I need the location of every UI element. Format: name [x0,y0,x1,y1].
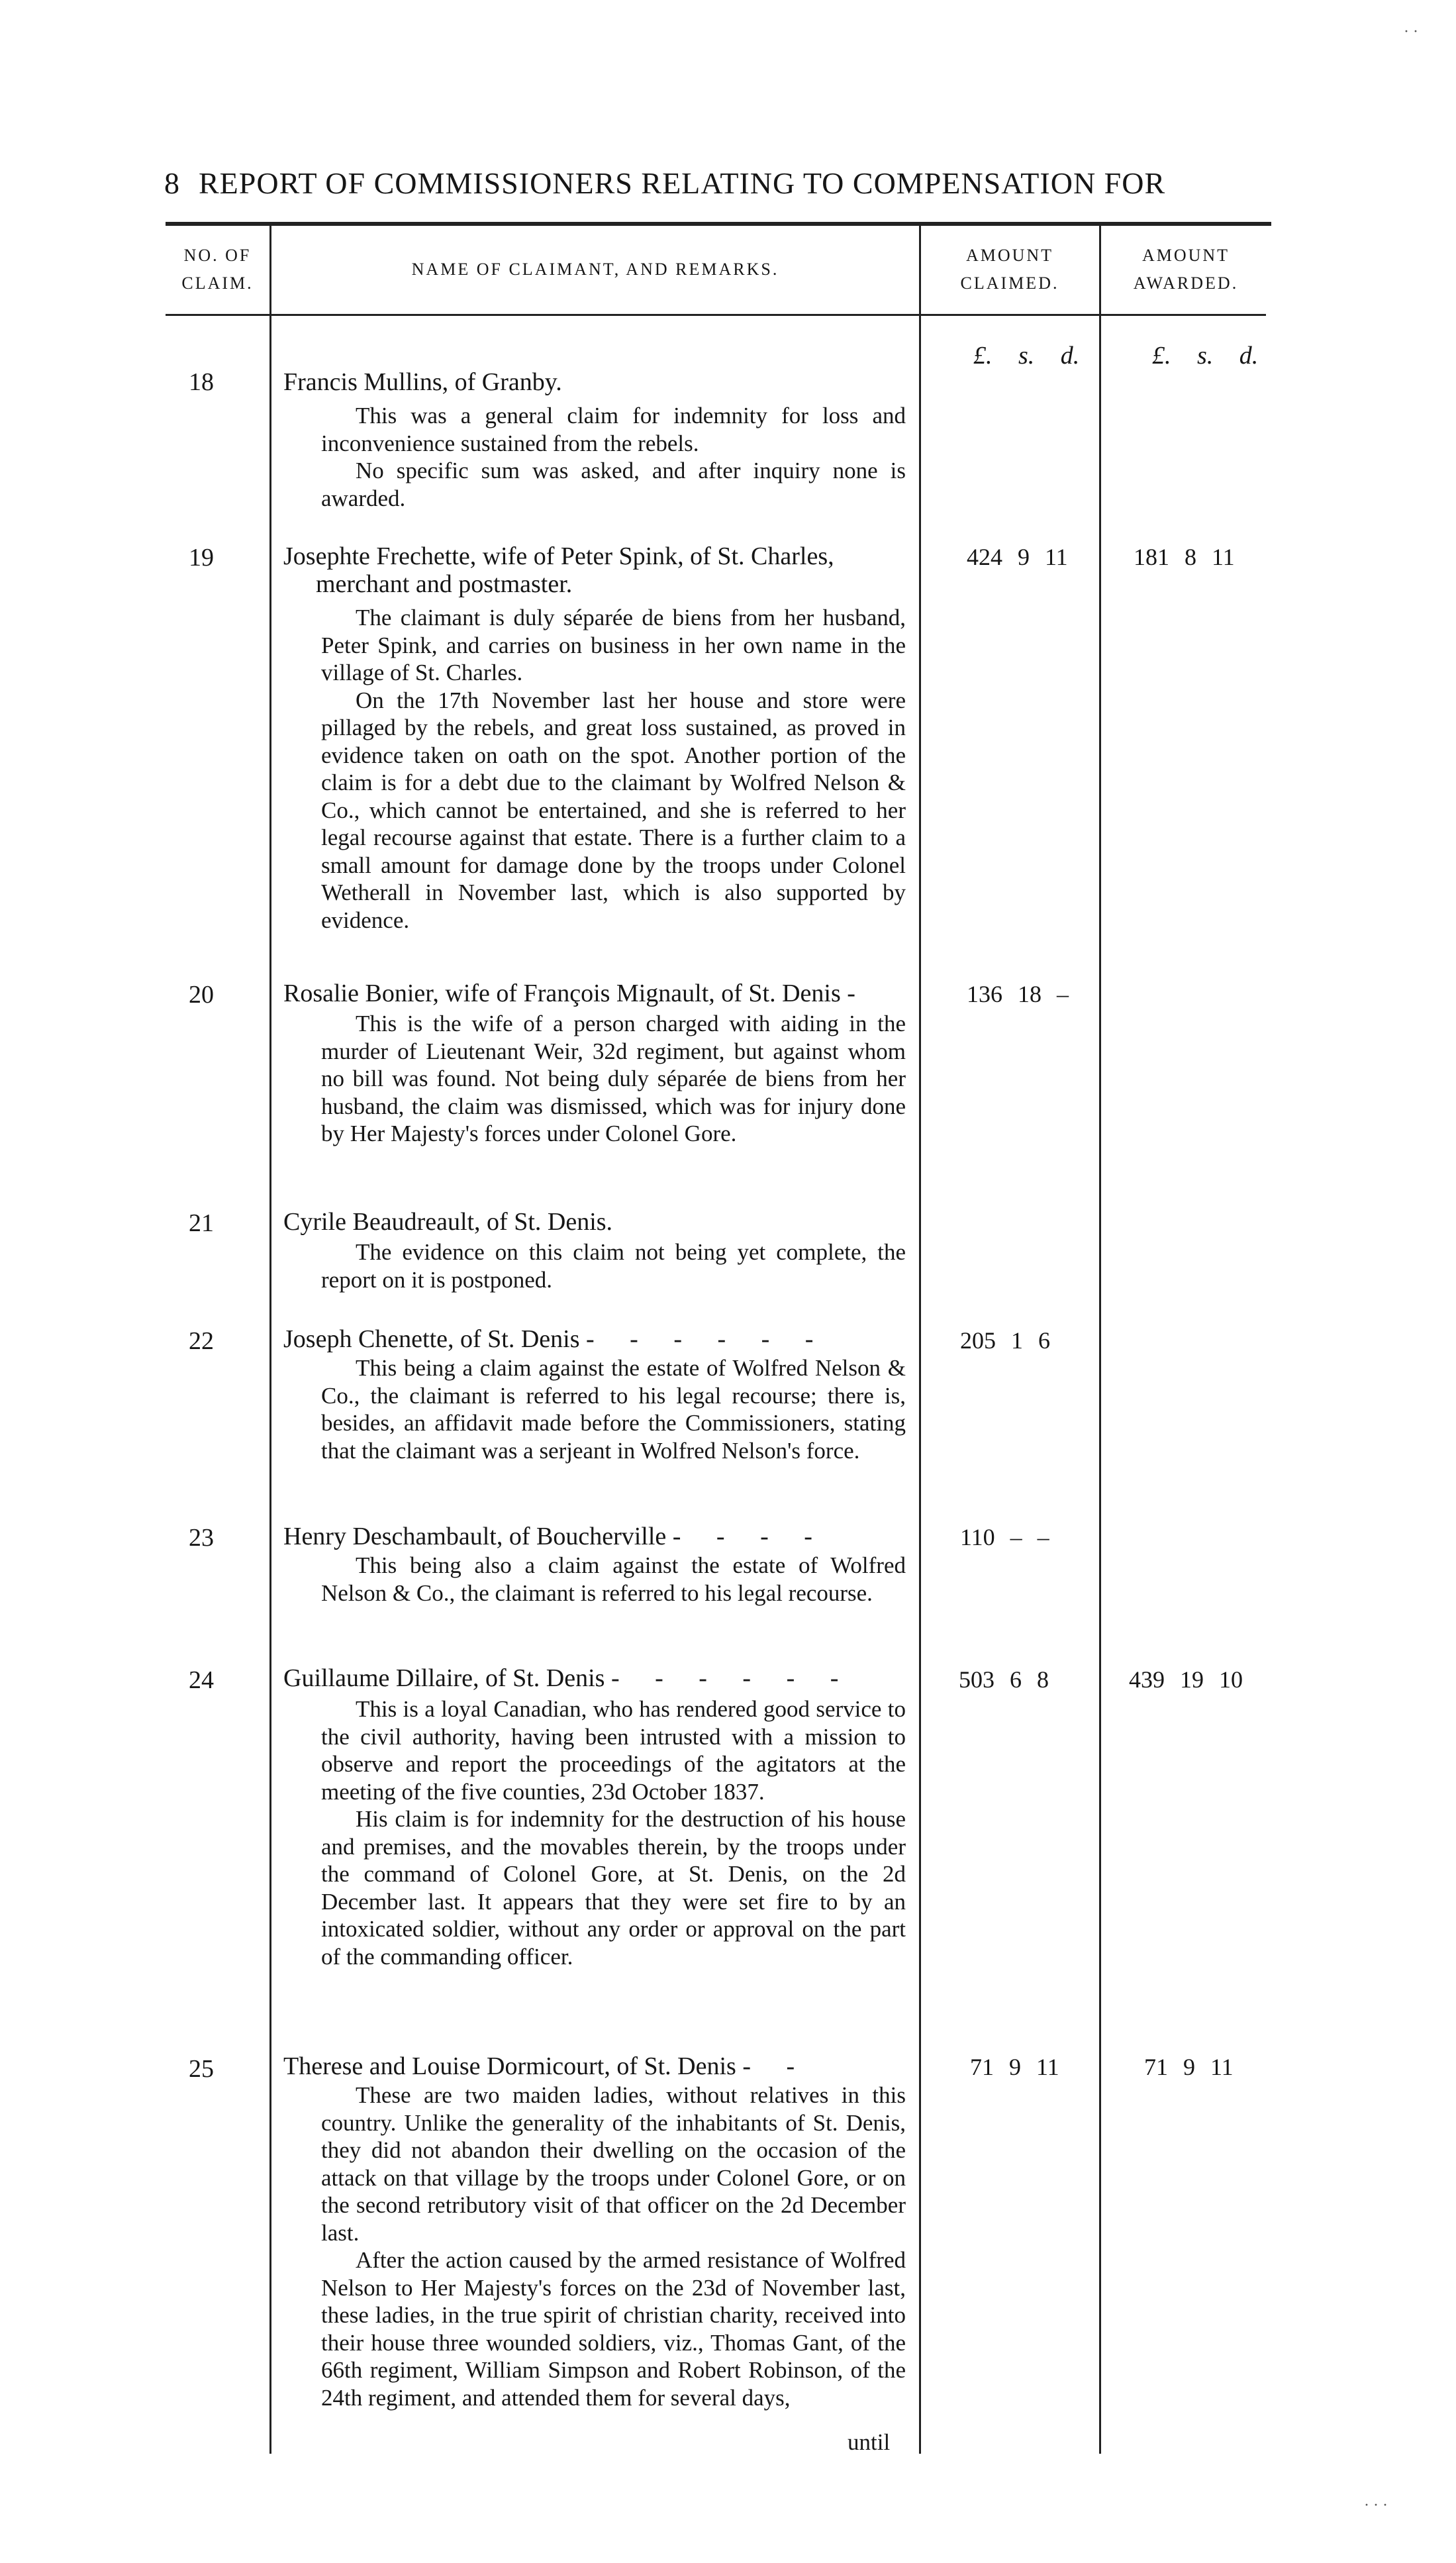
claim-remarks [321,402,906,512]
claimant-name: Francis Mullins, of Granby. [283,368,562,396]
claim-remarks [321,604,906,934]
claim-number: 20 [189,981,214,1009]
claim-remarks [321,1354,906,1464]
column-header-claimed [920,242,1099,297]
claimant-name-text: Henry Deschambault, of Boucherville [283,1523,667,1550]
leader-dots: - - - - - - [586,1325,828,1353]
claimant-name-text: Therese and Louise Dormicourt, of St. Denis [283,2052,736,2080]
claim-remarks [321,1238,906,1293]
remark-paragraph: This being a claim against the estate of Wolfred Nelson & Co., the claimant is referred to his legal recourse; there is, besides, an affidavit made before the Commissioners, stating that the claimant was a serjeant in Wolfred Nelson's force. [321,1355,906,1464]
claimant-name [283,1522,906,1552]
remark-paragraph: This is the wife of a person charged with aiding in the murder of Lieutenant Weir, 32d regiment, but against whom no bill was found. Not being duly séparée de biens from her husband, the claim was dismissed, which was for injury done by Her Majesty's forces under Colonel Gore. [321,1011,906,1146]
claimant-name: Josephte Frechette, wife of Peter Spink, of St. Charles, [283,542,834,570]
claimant-name-text: Rosalie Bonier, wife of François Mignault, of St. Denis [283,980,841,1007]
claimant-name [283,1325,906,1354]
claimant-name [283,2052,906,2082]
amount-claimed: 503 6 8 [959,1666,1049,1693]
running-head [164,166,1165,201]
claim-number: 22 [189,1327,214,1355]
column-header-awarded [1100,242,1271,297]
remark-paragraph: These are two maiden ladies, without relatives in this country. Unlike the generality of the inhabitants of St. Denis, they did not abandon their dwelling on the occasion of the attack on that village by the troops under Colonel Gore, or on the second retributory visit of that officer on the 2d December last. [321,2082,906,2246]
remark-paragraph: His claim is for indemnity for the destruction of his house and premises, and the movables therein, by the troops under the command of Colonel Gore, at St. Denis, on the 2d December last. It appears that they were set fire to by an intoxicated soldier, without any order or approval on the part of the commanding officer. [321,1806,906,1970]
leader-dots: - [847,980,870,1007]
units-claimed: £. s. d. [973,342,1080,370]
claimant-name-text: Guillaume Dillaire, of St. Denis [283,1664,605,1692]
claim-number: 23 [189,1524,214,1552]
amount-claimed: 424 9 11 [967,544,1068,570]
column-header-awarded-line2: AWARDED. [1133,274,1239,293]
claim-number: 21 [189,1209,214,1237]
top-rule [166,222,1271,226]
remark-paragraph: This is a loyal Canadian, who has rendered good service to the civil authority, having been intrusted with a mission to observe and report the proceedings of the agitators at the meeting of the five counties, 23d October 1837. [321,1696,906,1805]
column-header-claim-no-line1: NO. OF [183,246,252,265]
column-header-awarded-line1: AMOUNT [1141,246,1230,265]
remark-paragraph: This being also a claim against the estate of Wolfred Nelson & Co., the claimant is referred to his legal recourse. [321,1552,906,1606]
remark-paragraph: This was a general claim for indemnity for loss and inconvenience sustained from the rebels. [321,403,906,456]
amount-claimed: 136 18 – [967,981,1069,1007]
amount-claimed: 205 1 6 [960,1327,1050,1354]
claimant-name: Cyrile Beaudreault, of St. Denis. [283,1208,613,1236]
leader-dots: - - - - - - [610,1664,853,1692]
column-header-name: NAME OF CLAIMANT, AND REMARKS. [411,260,779,279]
column-divider-1 [269,225,271,2454]
remark-paragraph: On the 17th November last her house and store were pillaged by the rebels, and great loss sustained, as proved in evidence taken on oath on the spot. Another portion of the claim is for a debt due to the claimant by Wolfred Nelson & Co., which cannot be entertained, and she is referred to her legal recourse against that estate. There is a further claim to a small amount for damage done by the troops under Colonel Wetherall in November last, which is also supported by evidence. [321,687,906,933]
leader-dots: - - - - [672,1523,827,1550]
column-divider-2 [919,225,921,2454]
running-title: REPORT OF COMMISSIONERS RELATING TO COMPENSATION FOR [199,166,1166,200]
leader-dots: - - [742,2052,810,2080]
claimant-name-text: Joseph Chenette, of St. Denis [283,1325,580,1353]
claim-number: 19 [189,544,214,572]
remark-paragraph: No specific sum was asked, and after inquiry none is awarded. [321,458,906,511]
amount-claimed: 71 9 11 [970,2054,1059,2080]
column-header-claim-no [166,242,269,297]
column-header-claimed-line2: CLAIMED. [960,274,1059,293]
claimant-name [283,979,906,1009]
claim-remarks [321,1695,906,1970]
claim-number: 24 [189,1666,214,1694]
claim-remarks [321,1552,906,1607]
amount-awarded: 439 19 10 [1129,1666,1243,1693]
claimant-name [283,1664,906,1693]
claim-number: 25 [189,2055,214,2083]
catchword: until [848,2429,891,2455]
claim-remarks [321,2082,906,2411]
page-number: 8 [164,166,180,200]
claimant-name-continued: merchant and postmaster. [316,570,573,598]
units-awarded: £. s. d. [1152,342,1259,370]
claim-remarks [321,1010,906,1148]
claim-number: 18 [189,368,214,396]
column-header-claim-no-line2: CLAIM. [181,274,254,293]
amount-awarded: 181 8 11 [1134,544,1235,570]
column-header-claimed-line1: AMOUNT [965,246,1054,265]
remark-paragraph: The evidence on this claim not being yet complete, the report on it is postponed. [321,1239,906,1293]
remark-paragraph: The claimant is duly séparée de biens from her husband, Peter Spink, and carries on business in her own name in the village of St. Charles. [321,605,906,685]
column-divider-3 [1099,225,1101,2454]
remark-paragraph: After the action caused by the armed resistance of Wolfred Nelson to Her Majesty's forces on the 23d of November last, these ladies, in the true spirit of christian charity, received into their house three wounded soldiers, viz., Thomas Gant, of the 66th regiment, William Simpson and Robert Robinson, of the 24th regiment, and attended them for several days, [321,2247,906,2411]
amount-claimed: 110 – – [960,1524,1049,1550]
scan-speck: · · [1404,23,1418,40]
scan-speck: · · · [1364,2497,1388,2514]
amount-awarded: 71 9 11 [1144,2054,1234,2080]
